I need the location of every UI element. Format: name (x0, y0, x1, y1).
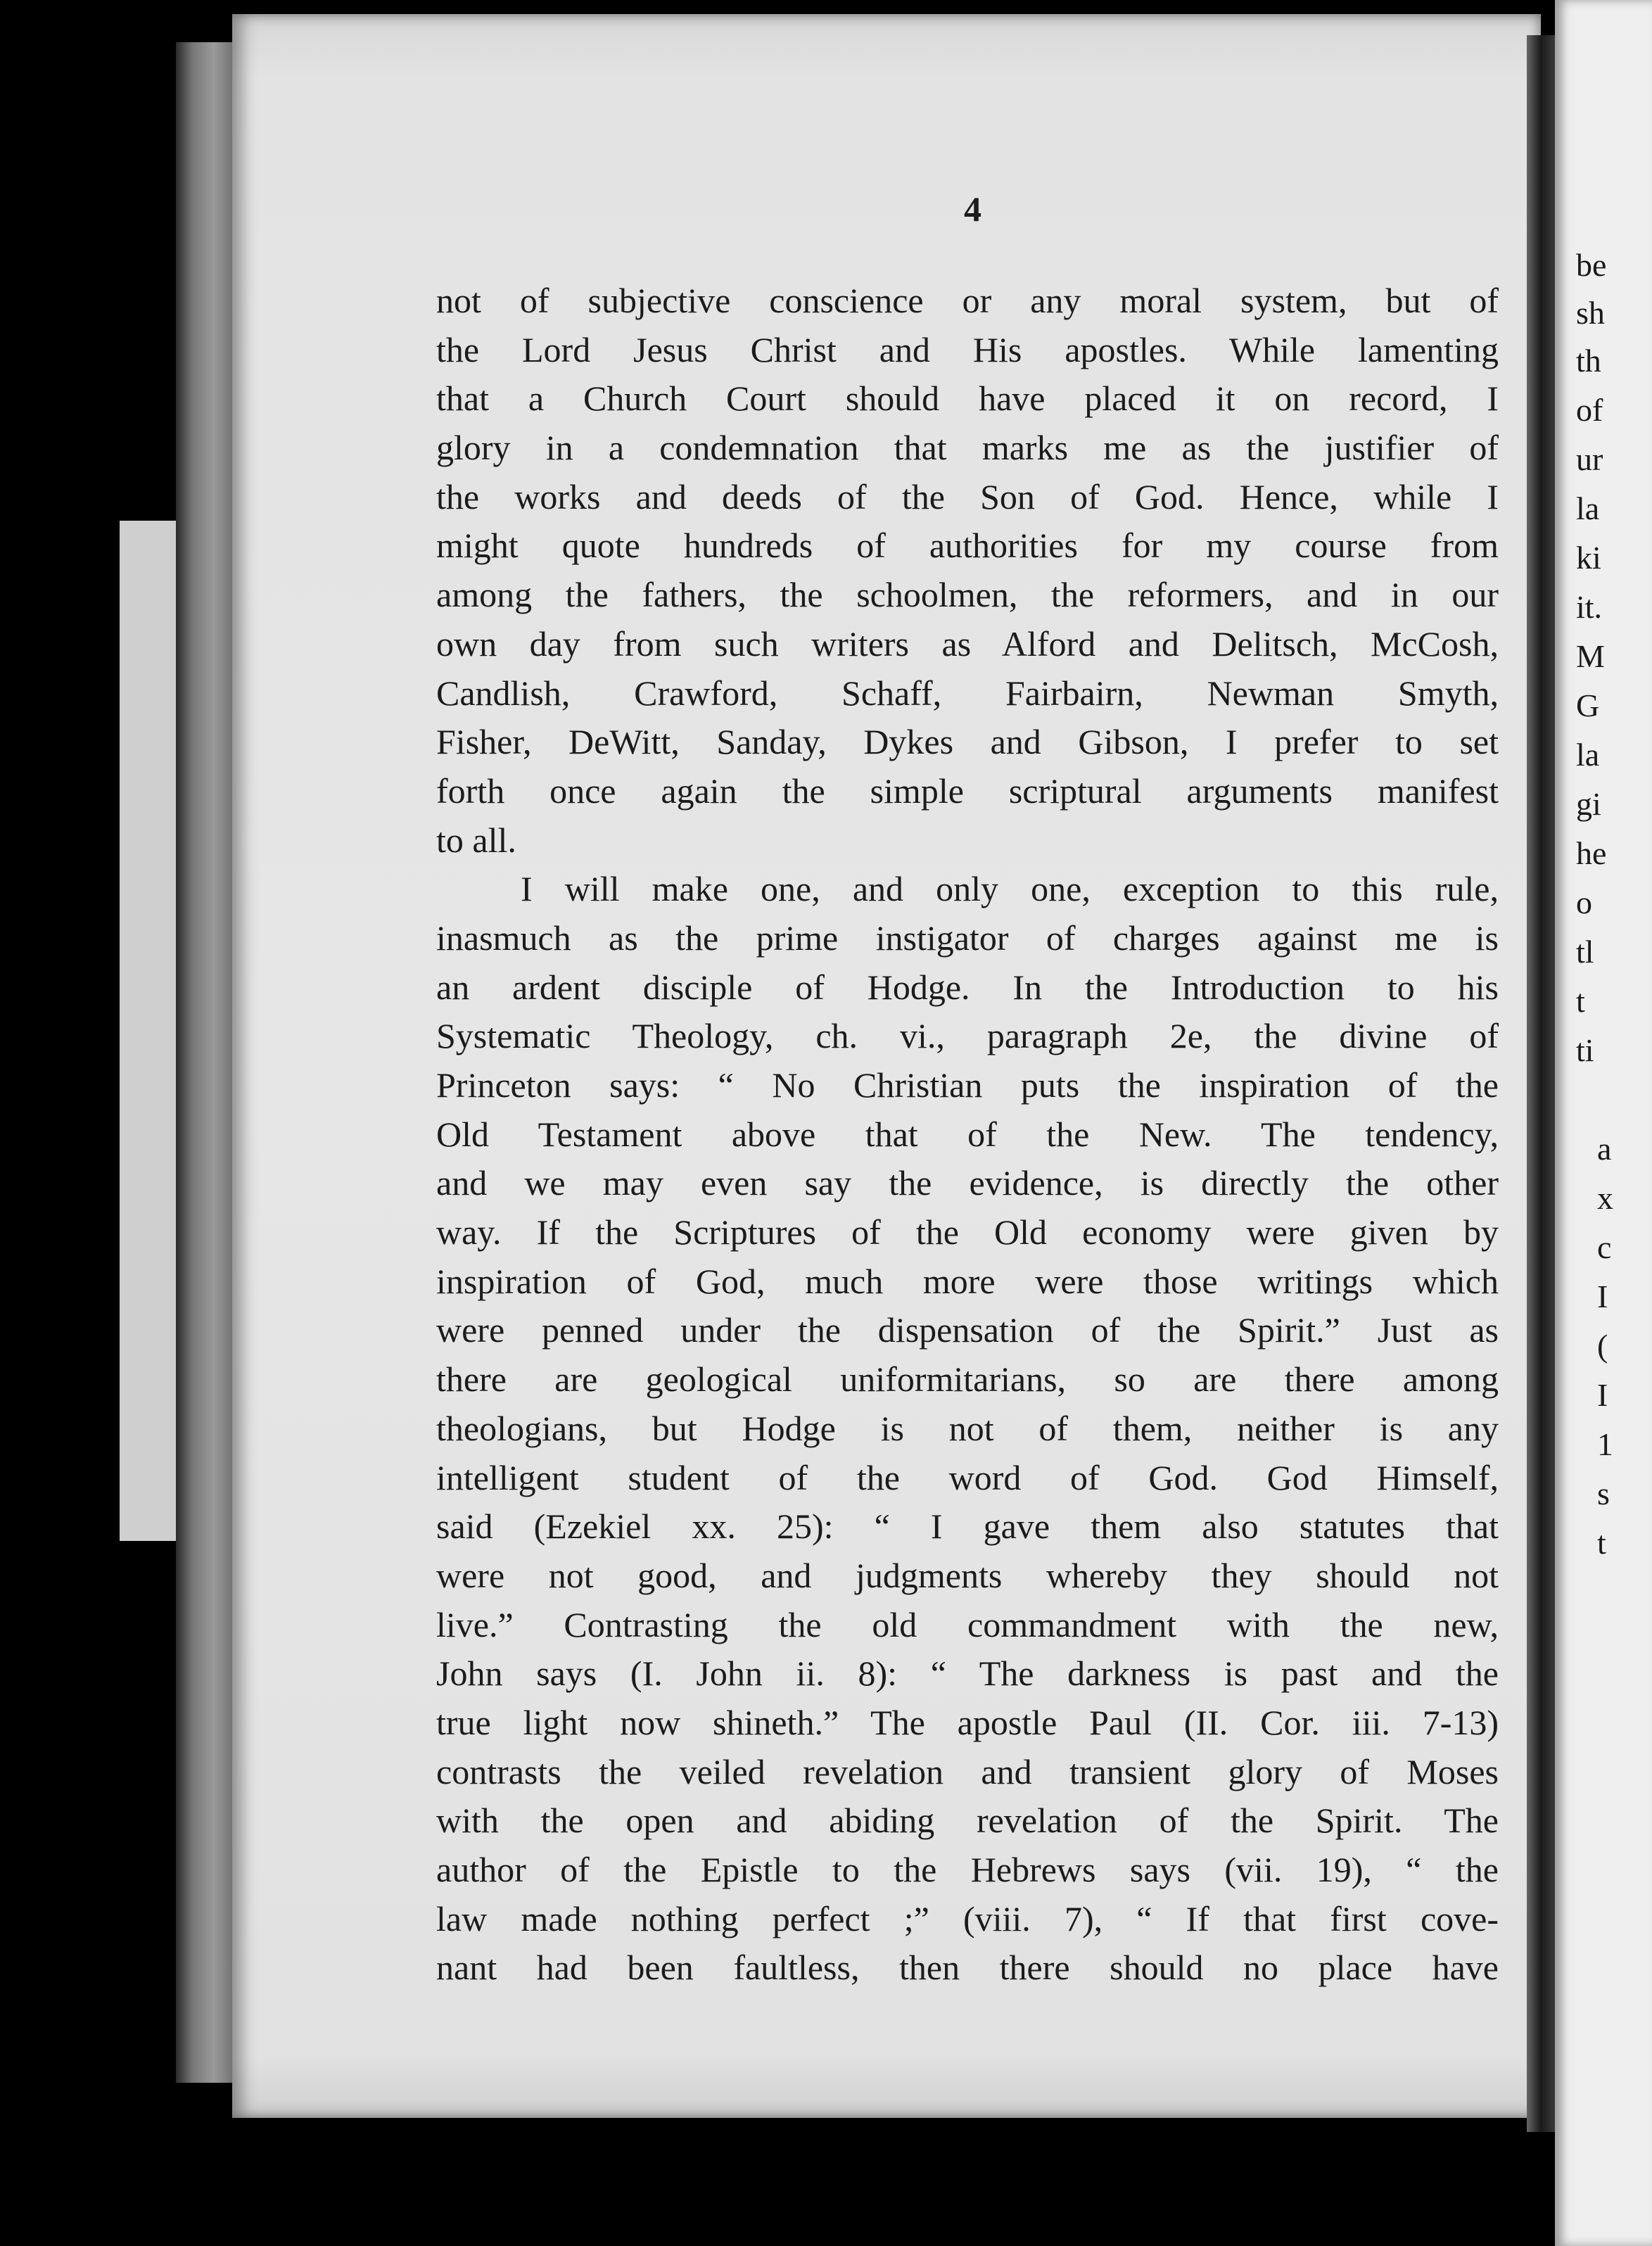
facing-page-fragment: ti (1576, 1032, 1594, 1068)
text-line: were penned under the dispensation of the Spirit.” Just as (436, 1310, 1499, 1350)
text-line: I will make one, and only one, exception to this rule, (521, 869, 1499, 909)
facing-page-fragment: la (1576, 490, 1600, 526)
text-line: Systematic Theology, ch. vi., paragraph 2e, the divine of (436, 1016, 1499, 1056)
text-line: way. If the Scriptures of the Old economy were given by (436, 1212, 1499, 1252)
facing-page-fragment: t (1576, 983, 1585, 1019)
text-line: inasmuch as the prime instigator of charges against me is (436, 918, 1499, 958)
facing-page-fragment: o (1576, 884, 1592, 920)
facing-page-fragment: la (1576, 737, 1600, 773)
text-line: the Lord Jesus Christ and His apostles. While lamenting (436, 329, 1499, 369)
text-line: the works and deeds of the Son of God. Hence, while I (436, 476, 1499, 516)
facing-page-fragment: I (1597, 1377, 1608, 1413)
facing-page-fragment: c (1597, 1229, 1612, 1265)
text-line: intelligent student of the word of God. God Himself, (436, 1457, 1499, 1497)
facing-page-fragment: ki (1576, 540, 1601, 576)
facing-page-fragment: tl (1576, 934, 1594, 970)
facing-page-fragment: M (1576, 638, 1605, 674)
text-line: Fisher, DeWitt, Sanday, Dykes and Gibson, I prefer to set (436, 722, 1499, 762)
facing-page-fragment: ( (1597, 1328, 1608, 1364)
text-line: John says (I. John ii. 8): “ The darkness is past and the (436, 1654, 1499, 1694)
text-line: might quote hundreds of authorities for my course from (436, 526, 1499, 566)
text-line: an ardent disciple of Hodge. In the Introduction to his (436, 967, 1499, 1007)
facing-page-fragment: x (1597, 1180, 1613, 1216)
facing-page-fragment: th (1576, 343, 1601, 379)
text-line: author of the Epistle to the Hebrews says (vii. 19), “ the (436, 1850, 1499, 1889)
text-line: Candlish, Crawford, Schaff, Fairbairn, Newman Smyth, (436, 673, 1499, 713)
text-line: own day from such writers as Alford and Delitsch, McCosh, (436, 623, 1499, 664)
text-line: law made nothing perfect ;” (viii. 7), “ If that first cove- (436, 1898, 1499, 1939)
text-line: live.” Contrasting the old commandment with the new, (436, 1604, 1499, 1644)
text-line: to all. (436, 820, 516, 860)
text-line: theologians, but Hodge is not of them, neither is any (436, 1408, 1499, 1448)
text-line: Old Testament above that of the New. The tendency, (436, 1114, 1499, 1154)
facing-page-fragment: be (1576, 247, 1607, 283)
page-number: 4 (964, 189, 981, 229)
text-line: Princeton says: “ No Christian puts the inspiration of the (436, 1065, 1499, 1105)
text-line: with the open and abiding revelation of the Spirit. The (436, 1801, 1499, 1841)
facing-page-fragment: G (1576, 687, 1600, 723)
facing-page-fragment: it. (1576, 589, 1603, 625)
facing-page-fragment: sh (1576, 295, 1605, 331)
facing-page-fragment: gi (1576, 786, 1601, 822)
text-line: that a Church Court should have placed it on record, I (436, 379, 1499, 419)
text-line: not of subjective conscience or any moral system, but of (436, 281, 1499, 320)
facing-page-fragment: ur (1576, 441, 1603, 477)
facing-page-fragment: a (1597, 1131, 1612, 1167)
text-line: said (Ezekiel xx. 25): “ I gave them also statutes that (436, 1506, 1499, 1547)
text-line: and we may even say the evidence, is directly the other (436, 1163, 1499, 1203)
text-line: inspiration of God, much more were those writings which (436, 1261, 1499, 1301)
facing-page (1555, 0, 1652, 2246)
facing-page-fragment: I (1597, 1279, 1608, 1314)
text-line: contrasts the veiled revelation and transient glory of Moses (436, 1751, 1499, 1791)
book-gutter (1527, 35, 1555, 2132)
facing-page-fragment: he (1576, 835, 1607, 871)
facing-page-fragment: 1 (1597, 1426, 1613, 1462)
text-line: nant had been faultless, then there should no place have (436, 1948, 1499, 1988)
text-line: were not good, and judgments whereby they should not (436, 1555, 1499, 1595)
facing-page-fragment: of (1576, 392, 1603, 428)
text-line: there are geological uniformitarians, so are there among (436, 1359, 1499, 1400)
facing-page-fragment: t (1597, 1525, 1606, 1561)
text-line: forth once again the simple scriptural arguments manifest (436, 770, 1499, 811)
facing-page-fragment: s (1597, 1476, 1610, 1511)
text-line: glory in a condemnation that marks me as the justifier of (436, 428, 1499, 468)
text-line: among the fathers, the schoolmen, the reformers, and in our (436, 575, 1499, 615)
text-line: true light now shineth.” The apostle Paul (II. Cor. iii. 7-13) (436, 1702, 1499, 1742)
page-body-text (436, 277, 1499, 1993)
